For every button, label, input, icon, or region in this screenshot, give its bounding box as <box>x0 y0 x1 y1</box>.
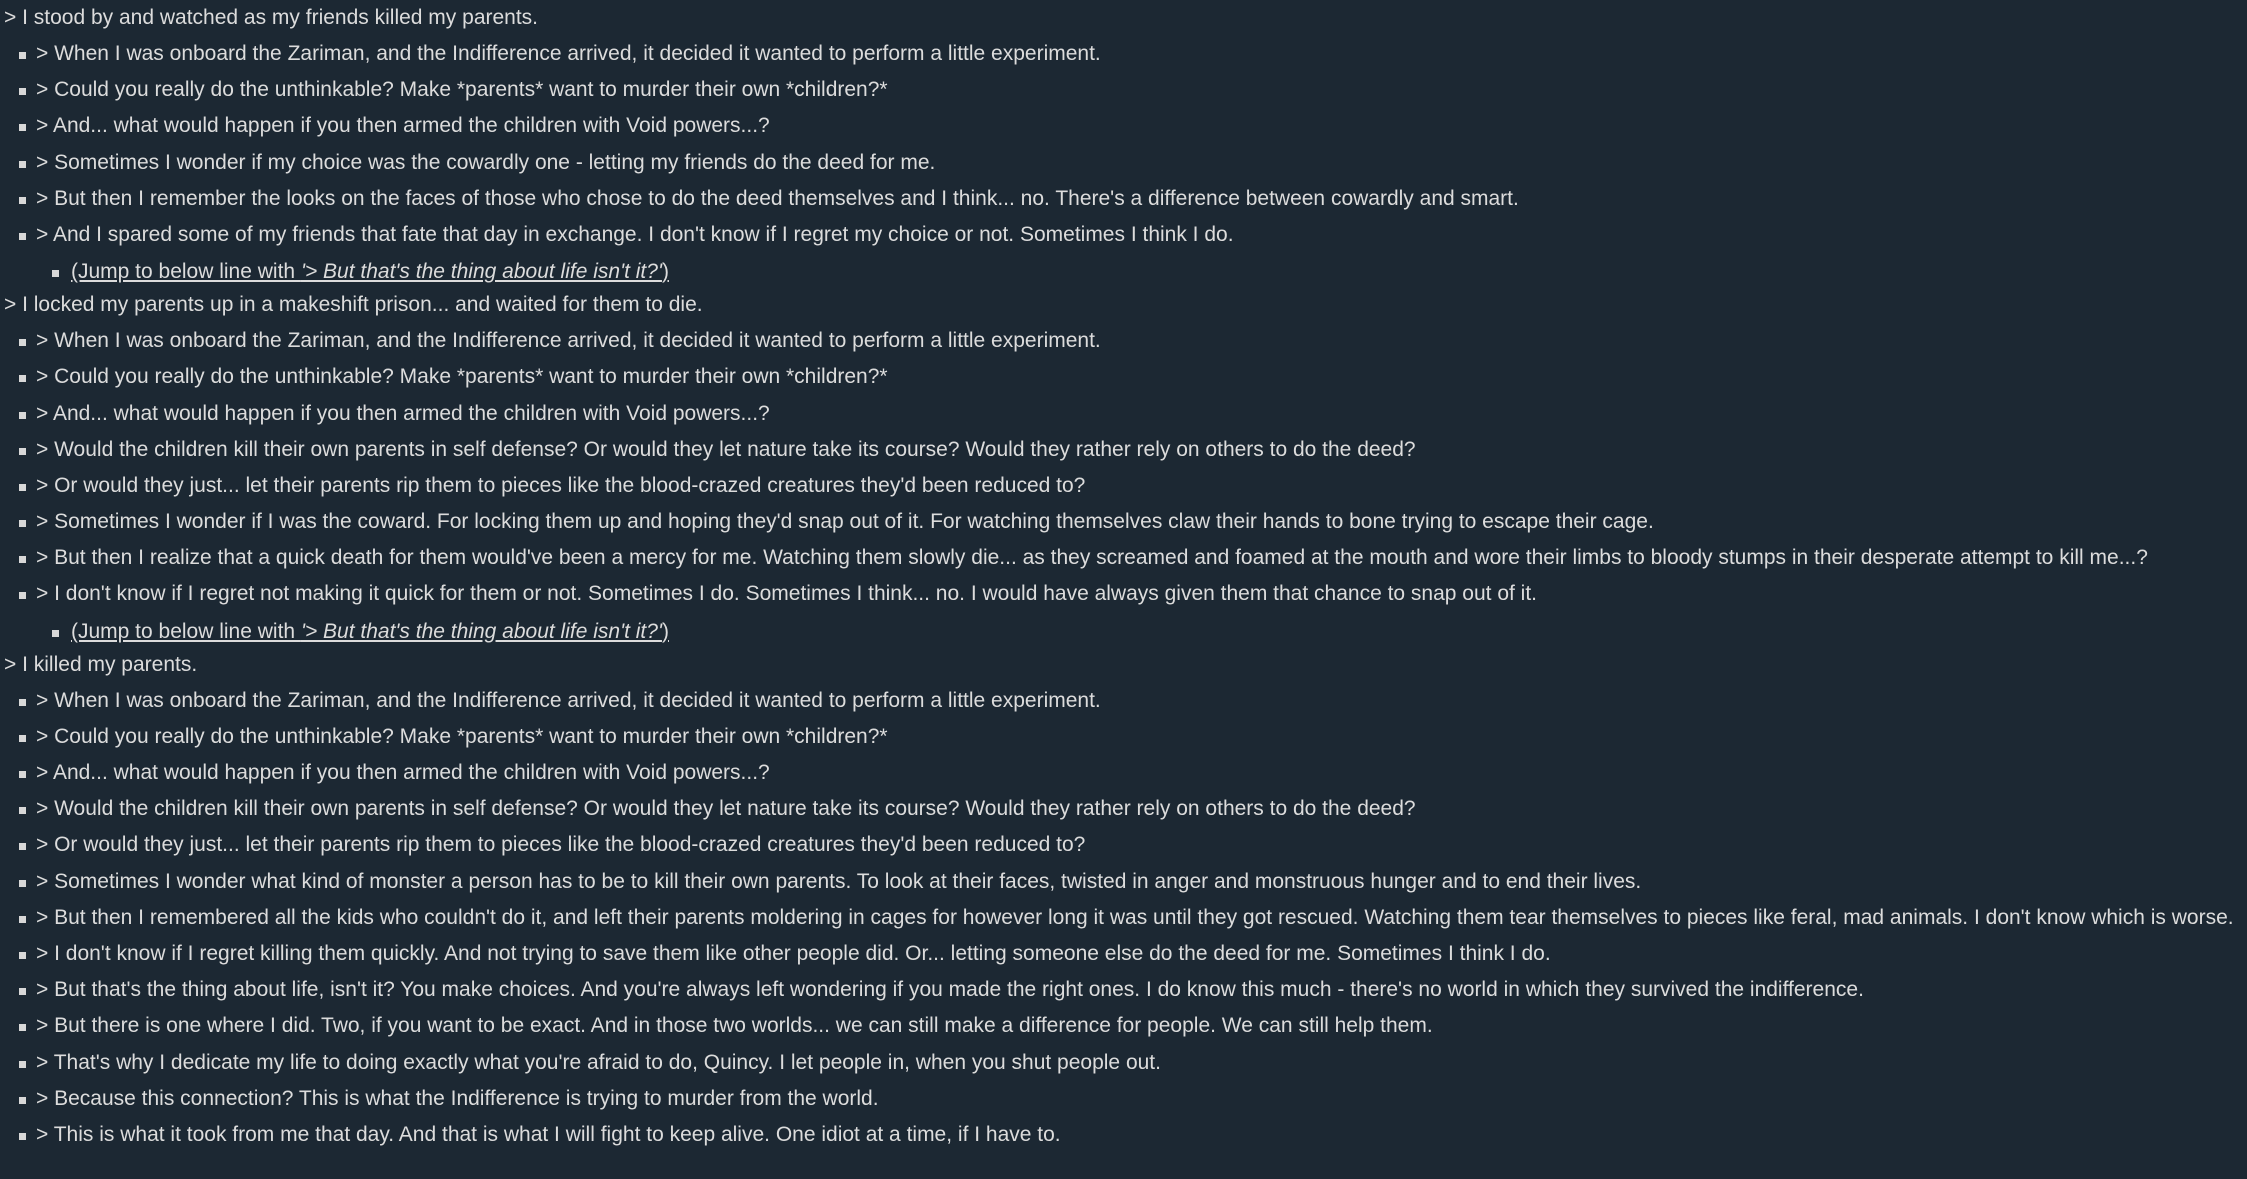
dialogue-line: > This is what it took from me that day. And that is what I will fight to keep alive. One idiot at a time, if I have to. <box>0 1117 2247 1153</box>
dialogue-line: > But then I realize that a quick death for them would've been a mercy for me. Watching them slowly die... as they screamed and foamed at the mouth and wore their limbs to bloody stumps in their desperate attempt to kill me...? <box>0 540 2247 576</box>
jump-link-suffix: ) <box>661 619 669 643</box>
jump-link-suffix: ) <box>661 260 669 284</box>
dialogue-line: > Because this connection? This is what the Indifference is trying to murder from the world. <box>0 1081 2247 1117</box>
dialogue-line: > Could you really do the unthinkable? Make *parents* want to murder their own *children?* <box>0 719 2247 755</box>
dialogue-line: > Or would they just... let their parents rip them to pieces like the blood-crazed creatures they'd been reduced to? <box>0 468 2247 504</box>
dialogue-line: > And... what would happen if you then armed the children with Void powers...? <box>0 396 2247 432</box>
dialogue-line: > Or would they just... let their parents rip them to pieces like the blood-crazed creatures they'd been reduced to? <box>0 827 2247 863</box>
section-heading: > I locked my parents up in a makeshift prison... and waited for them to die. <box>4 293 703 317</box>
dialogue-line: > Sometimes I wonder what kind of monster a person has to be to kill their own parents. To look at their faces, twisted in anger and monstruous hunger and to end their lives. <box>0 864 2247 900</box>
dialogue-line: > But that's the thing about life, isn't it? You make choices. And you're always left wondering if you made the right ones. I do know this much - there's no world in which they survived the indifference. <box>0 972 2247 1008</box>
dialogue-line: > I don't know if I regret not making it quick for them or not. Sometimes I do. Sometimes I think... no. I would have always given them that chance to snap out of it. <box>0 576 2247 612</box>
jump-link-quote: '> But that's the thing about life isn't it?' <box>300 260 662 284</box>
dialogue-line: > When I was onboard the Zariman, and the Indifference arrived, it decided it wanted to perform a little experiment. <box>0 683 2247 719</box>
jump-link[interactable] <box>71 260 669 283</box>
dialogue-line: > When I was onboard the Zariman, and the Indifference arrived, it decided it wanted to perform a little experiment. <box>0 36 2247 72</box>
dialogue-line: > But then I remember the looks on the faces of those who chose to do the deed themselves and I think... no. There's a difference between cowardly and smart. <box>0 181 2247 217</box>
jump-link-prefix: (Jump to below line with <box>71 260 301 284</box>
section-heading: > I killed my parents. <box>4 652 198 676</box>
dialogue-list <box>0 36 2247 253</box>
dialogue-line: > Could you really do the unthinkable? Make *parents* want to murder their own *children?* <box>0 359 2247 395</box>
dialogue-line: > Sometimes I wonder if my choice was the cowardly one - letting my friends do the deed for me. <box>0 145 2247 181</box>
dialogue-line: > Would the children kill their own parents in self defense? Or would they let nature take its course? Would they rather rely on others to do the deed? <box>0 432 2247 468</box>
dialogue-line: > That's why I dedicate my life to doing exactly what you're afraid to do, Quincy. I let people in, when you shut people out. <box>0 1045 2247 1081</box>
jump-link-quote: '> But that's the thing about life isn't it?' <box>300 619 662 643</box>
dialogue-line: > Would the children kill their own parents in self defense? Or would they let nature take its course? Would they rather rely on others to do the deed? <box>0 791 2247 827</box>
jump-item <box>0 253 2247 291</box>
jump-list <box>0 253 2247 291</box>
dialogue-list <box>0 323 2247 613</box>
dialogue-line: > When I was onboard the Zariman, and the Indifference arrived, it decided it wanted to perform a little experiment. <box>0 323 2247 359</box>
dialogue-list <box>0 683 2247 1153</box>
dialogue-line: > And I spared some of my friends that fate that day in exchange. I don't know if I regret my choice or not. Sometimes I think I do. <box>0 217 2247 253</box>
jump-list <box>0 613 2247 651</box>
jump-item <box>0 613 2247 651</box>
dialogue-line: > Sometimes I wonder if I was the coward. For locking them up and hoping they'd snap out of it. For watching themselves claw their hands to bone trying to escape their cage. <box>0 504 2247 540</box>
section-heading: > I stood by and watched as my friends killed my parents. <box>4 6 539 29</box>
jump-link-prefix: (Jump to below line with <box>71 619 301 643</box>
dialogue-line: > And... what would happen if you then armed the children with Void powers...? <box>0 108 2247 144</box>
dialogue-line: > I don't know if I regret killing them quickly. And not trying to save them like other people did. Or... letting someone else do the deed for me. Sometimes I think I do. <box>0 936 2247 972</box>
dialogue-line: > But then I remembered all the kids who couldn't do it, and left their parents moldering in cages for however long it was until they got rescued. Watching them tear themselves to pieces like feral, mad animals. I don't know which is worse. <box>0 900 2247 936</box>
dialogue-line: > And... what would happen if you then armed the children with Void powers...? <box>0 755 2247 791</box>
dialogue-line: > But there is one where I did. Two, if you want to be exact. And in those two worlds... we can still make a difference for people. We can still help them. <box>0 1008 2247 1044</box>
dialogue-line: > Could you really do the unthinkable? Make *parents* want to murder their own *children?* <box>0 72 2247 108</box>
jump-link[interactable] <box>71 620 669 643</box>
